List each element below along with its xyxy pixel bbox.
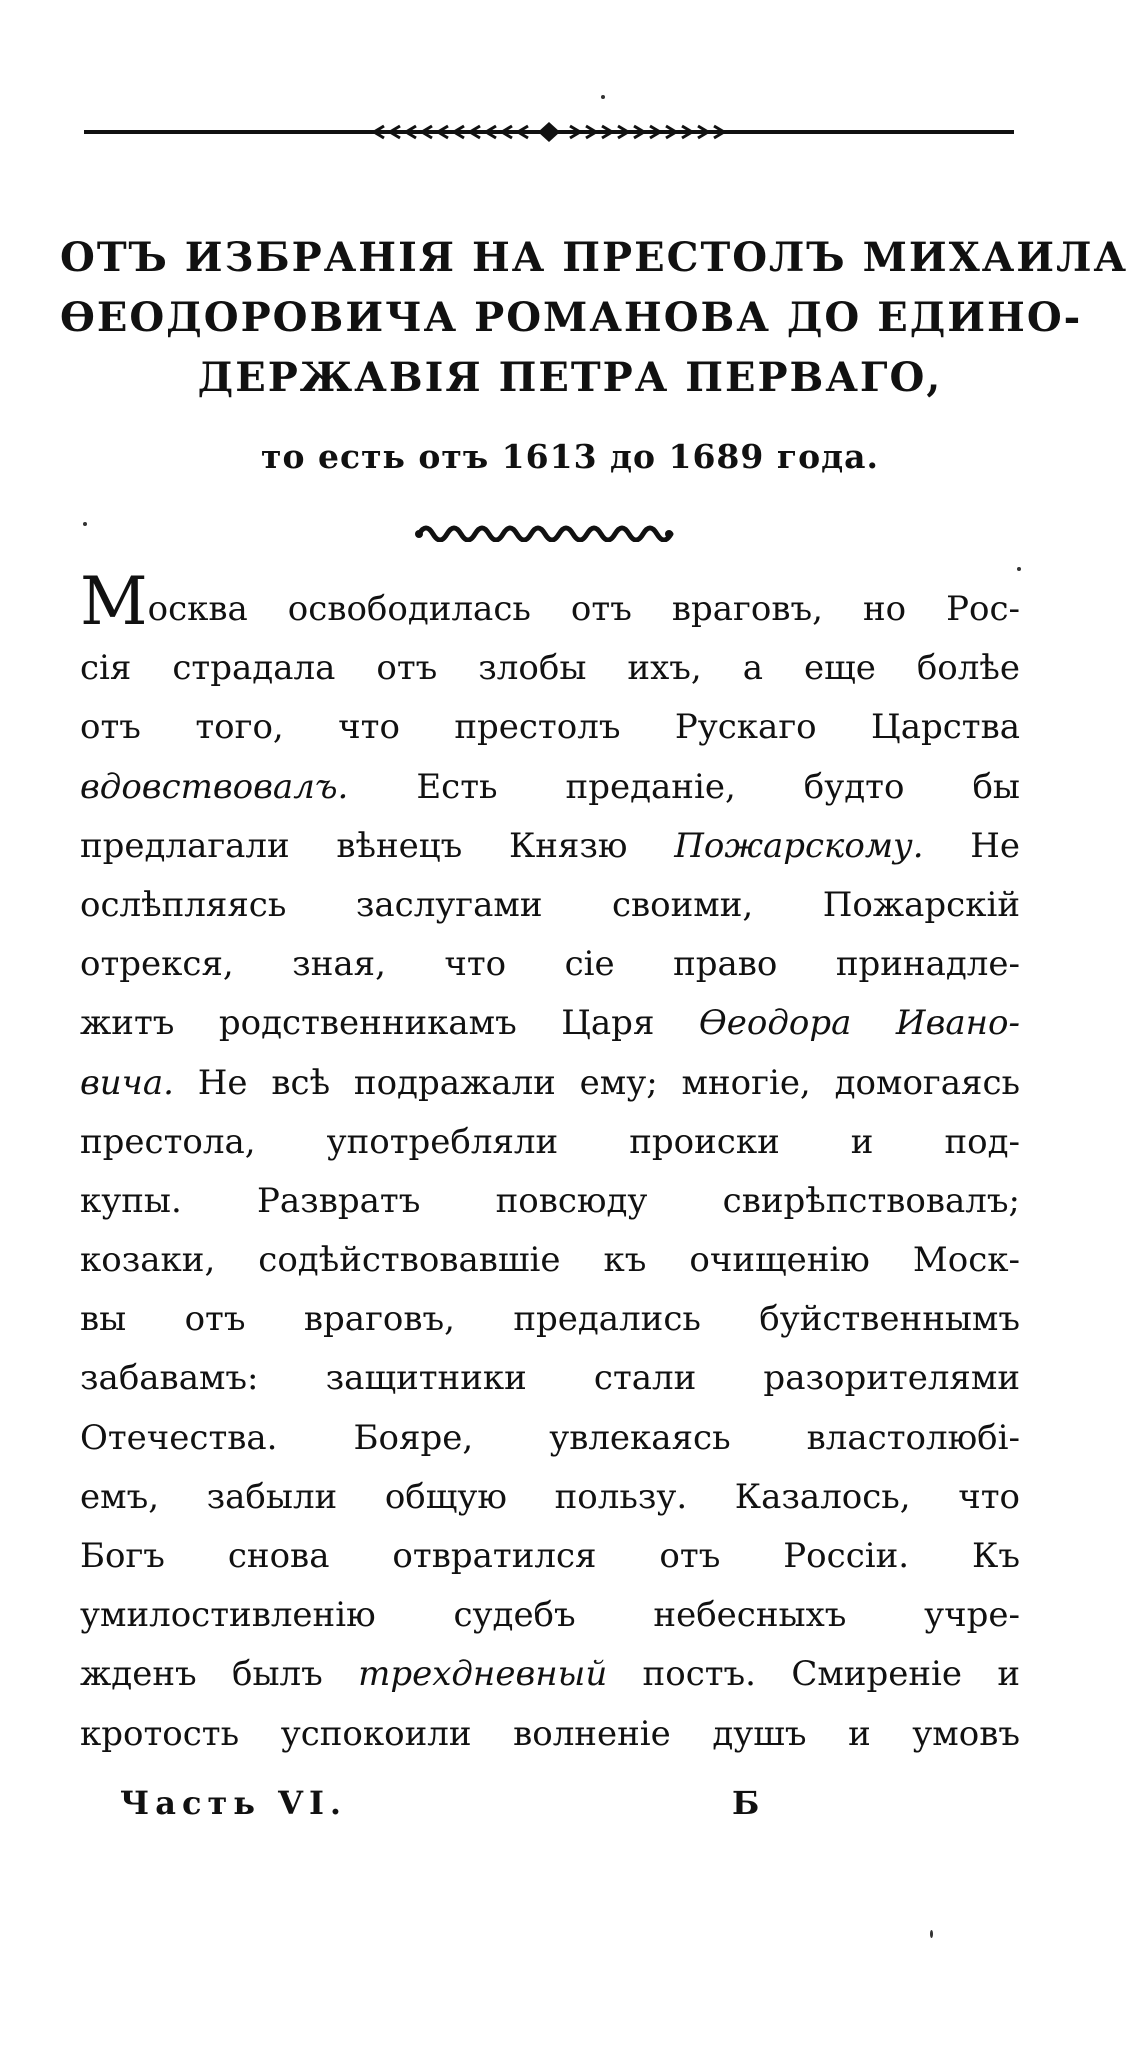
text-line: Богъ снова отвратился отъ Россіи. Къ [80,1536,1020,1576]
text-line: забавамъ: защитники стали разорителями [80,1358,1020,1399]
ink-speck [930,1930,933,1938]
text-line: вдовствовалъ. Есть преданіе, будто бы [80,766,1020,807]
chapter-heading [60,228,1129,408]
body-paragraph [80,563,1020,1764]
heading-line: ОТЪ ИЗБРАНІЯ НА ПРЕСТОЛЪ МИХАИЛА [60,234,1129,281]
top-rule-ornament [84,120,1014,144]
signature-letter: Б [732,1784,760,1822]
italic-name: Пожарскому. [674,825,924,866]
ink-speck [83,522,87,526]
italic-name: вича. [80,1062,174,1103]
text-line: емъ, забыли общую пользу. Казалось, что [80,1476,1020,1517]
italic-word: трехдневный [358,1654,608,1695]
italic-word: вдовствовалъ. [80,766,349,807]
heading-line: ДЕРЖАВІЯ ПЕТРА ПЕРВАГО, [197,354,943,401]
text-line: умилостивленію судебъ небесныхъ учре- [80,1595,1020,1636]
text-line: сія страдала отъ злобы ихъ, а еще болѣе [80,648,1020,689]
text-line: отрекся, зная, что сіе право принадле- [80,944,1020,985]
text-line: Москва освободилась отъ враговъ, но Рос- [80,563,1020,640]
text-line: вы отъ враговъ, предались буйственнымъ [80,1299,1020,1340]
text-line: Отечества. Бояре, увлекаясь властолюбі- [80,1417,1020,1458]
italic-name: Ѳеодора Ивано- [698,1003,1020,1044]
drop-cap: М [80,563,148,640]
text-line: вича. Не всѣ подражали ему; многіе, домогаясь [80,1062,1020,1103]
text-line: козаки, содѣйствовавшіе къ очищенію Моск- [80,1240,1020,1281]
signature-mark: Часть VI. [120,1784,348,1822]
text-line: отъ того, что престолъ Рускаго Царства [80,707,1020,748]
text-line: кротость успокоили волненіе душъ и умовъ [80,1713,1020,1754]
text-line: купы. Развратъ повсюду свирѣпствовалъ; [80,1180,1020,1221]
ink-speck [601,95,605,99]
chapter-subtitle: то есть отъ 1613 до 1689 года. [261,437,879,476]
text-line: житъ родственникамъ Царя Ѳеодора Ивано- [80,1003,1020,1044]
text-line: ослѣпляясь заслугами своими, Пожарскій [80,884,1020,925]
ink-speck [1017,567,1021,571]
heading-line: ѲЕОДОРОВИЧА РОМАНОВА ДО ЕДИНО- [60,294,1083,341]
text-line: престола, употребляли происки и под- [80,1121,1020,1162]
wavy-ornament [413,520,675,542]
text-line: жденъ былъ трехдневный постъ. Смиреніе и [80,1654,1020,1695]
text-line: предлагали вѣнецъ Князю Пожарскому. Не [80,825,1020,866]
